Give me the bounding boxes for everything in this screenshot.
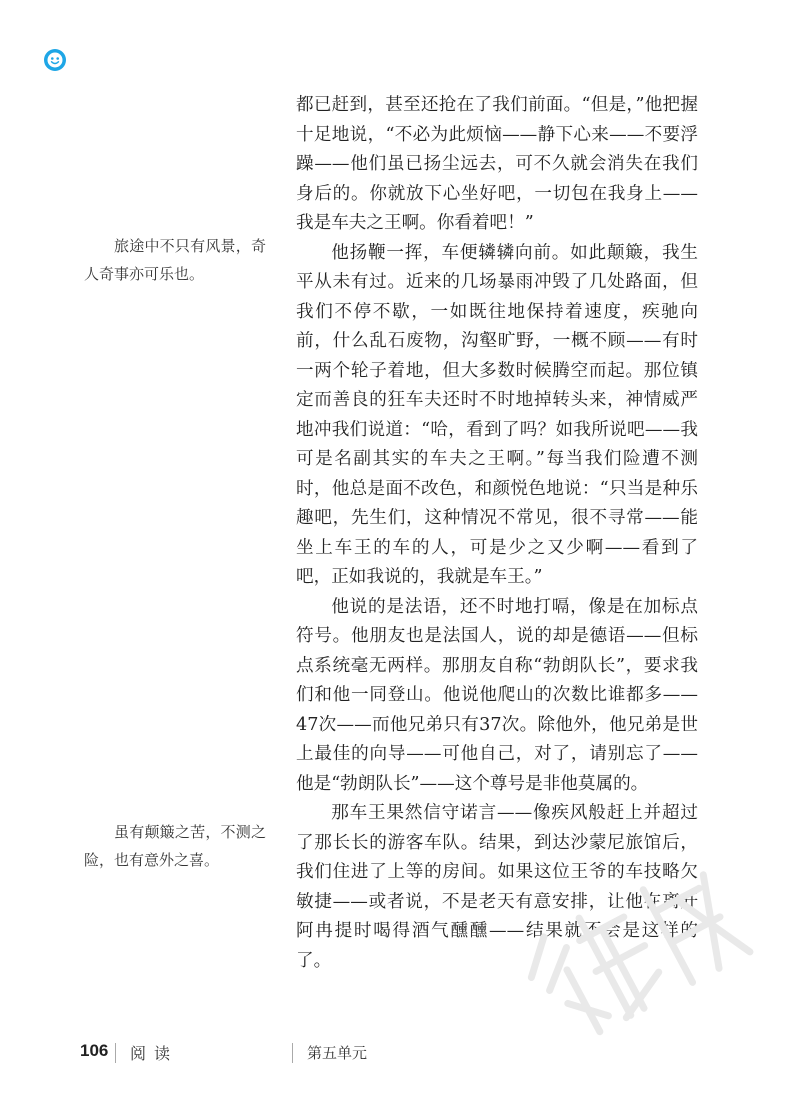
- paragraph: 他说的是法语，还不时地打嗝，像是在加标点符号。他朋友也是法国人，说的却是德语——但标点系统毫无两样。那朋友自称“勃朗队长”，要求我们和他一同登山。他说他爬山的次数比谁都多——47次——而他兄弟只有37次。除他外，他兄弟是世上最佳的向导——可他自己，对了，请别忘了——他是“勃朗队长”——这个尊号是非他莫属的。: [296, 596, 698, 794]
- smiley-face-icon: [44, 49, 66, 71]
- divider: [115, 1043, 116, 1063]
- page-footer: [0, 1037, 800, 1067]
- margin-note: 虽有颠簸之苦，不测之险，也有意外之喜。: [84, 823, 266, 869]
- page-number: 106: [80, 1041, 109, 1060]
- unit-name: 第五单元: [307, 1045, 368, 1062]
- margin-note: 旅途中不只有风景，奇人奇事亦可乐也。: [84, 237, 266, 283]
- paragraph: 他扬鞭一挥，车便辚辚向前。如此颠簸，我生平从未有过。近来的几场暴雨冲毁了几处路面，但我们不停不歇，一如既往地保持着速度，疾驰向前，什么乱石废物，沟壑旷野，一概不顾——有时一两个轮子着地，但大多数时候腾空而起。那位镇定而善良的狂车夫还时不时地掉转头来，神情威严地冲我们说道：“哈，看到了吗？如我所说吧——我可是名副其实的车夫之王啊。”每当我们险遭不测时，他总是面不改色，和颜悦色地说：“只当是种乐趣吧，先生们，这种情况不常见，很不寻常——能坐上车王的车的人，可是少之又少啊——看到了吧，正如我说的，我就是车王。”: [296, 242, 698, 587]
- main-text: [296, 91, 698, 976]
- paragraph: 都已赶到，甚至还抢在了我们前面。“但是，”他把握十足地说，“不必为此烦恼——静下心来——不要浮躁——他们虽已扬尘远去，可不久就会消失在我们身后的。你就放下心坐好吧，一切包在我身上——我是车夫之王啊。你看着吧！”: [296, 95, 698, 233]
- divider: [292, 1043, 293, 1063]
- paragraph: 那车王果然信守诺言——像疾风般赶上并超过了那长长的游客车队。结果，到达沙蒙尼旅馆后，我们住进了上等的房间。如果这位王爷的车技略欠敏捷——或者说，不是老天有意安排，让他在离开阿冉提时喝得酒气醺醺——结果就不会是这样的了。: [296, 803, 698, 971]
- section-name: 阅读: [130, 1046, 179, 1063]
